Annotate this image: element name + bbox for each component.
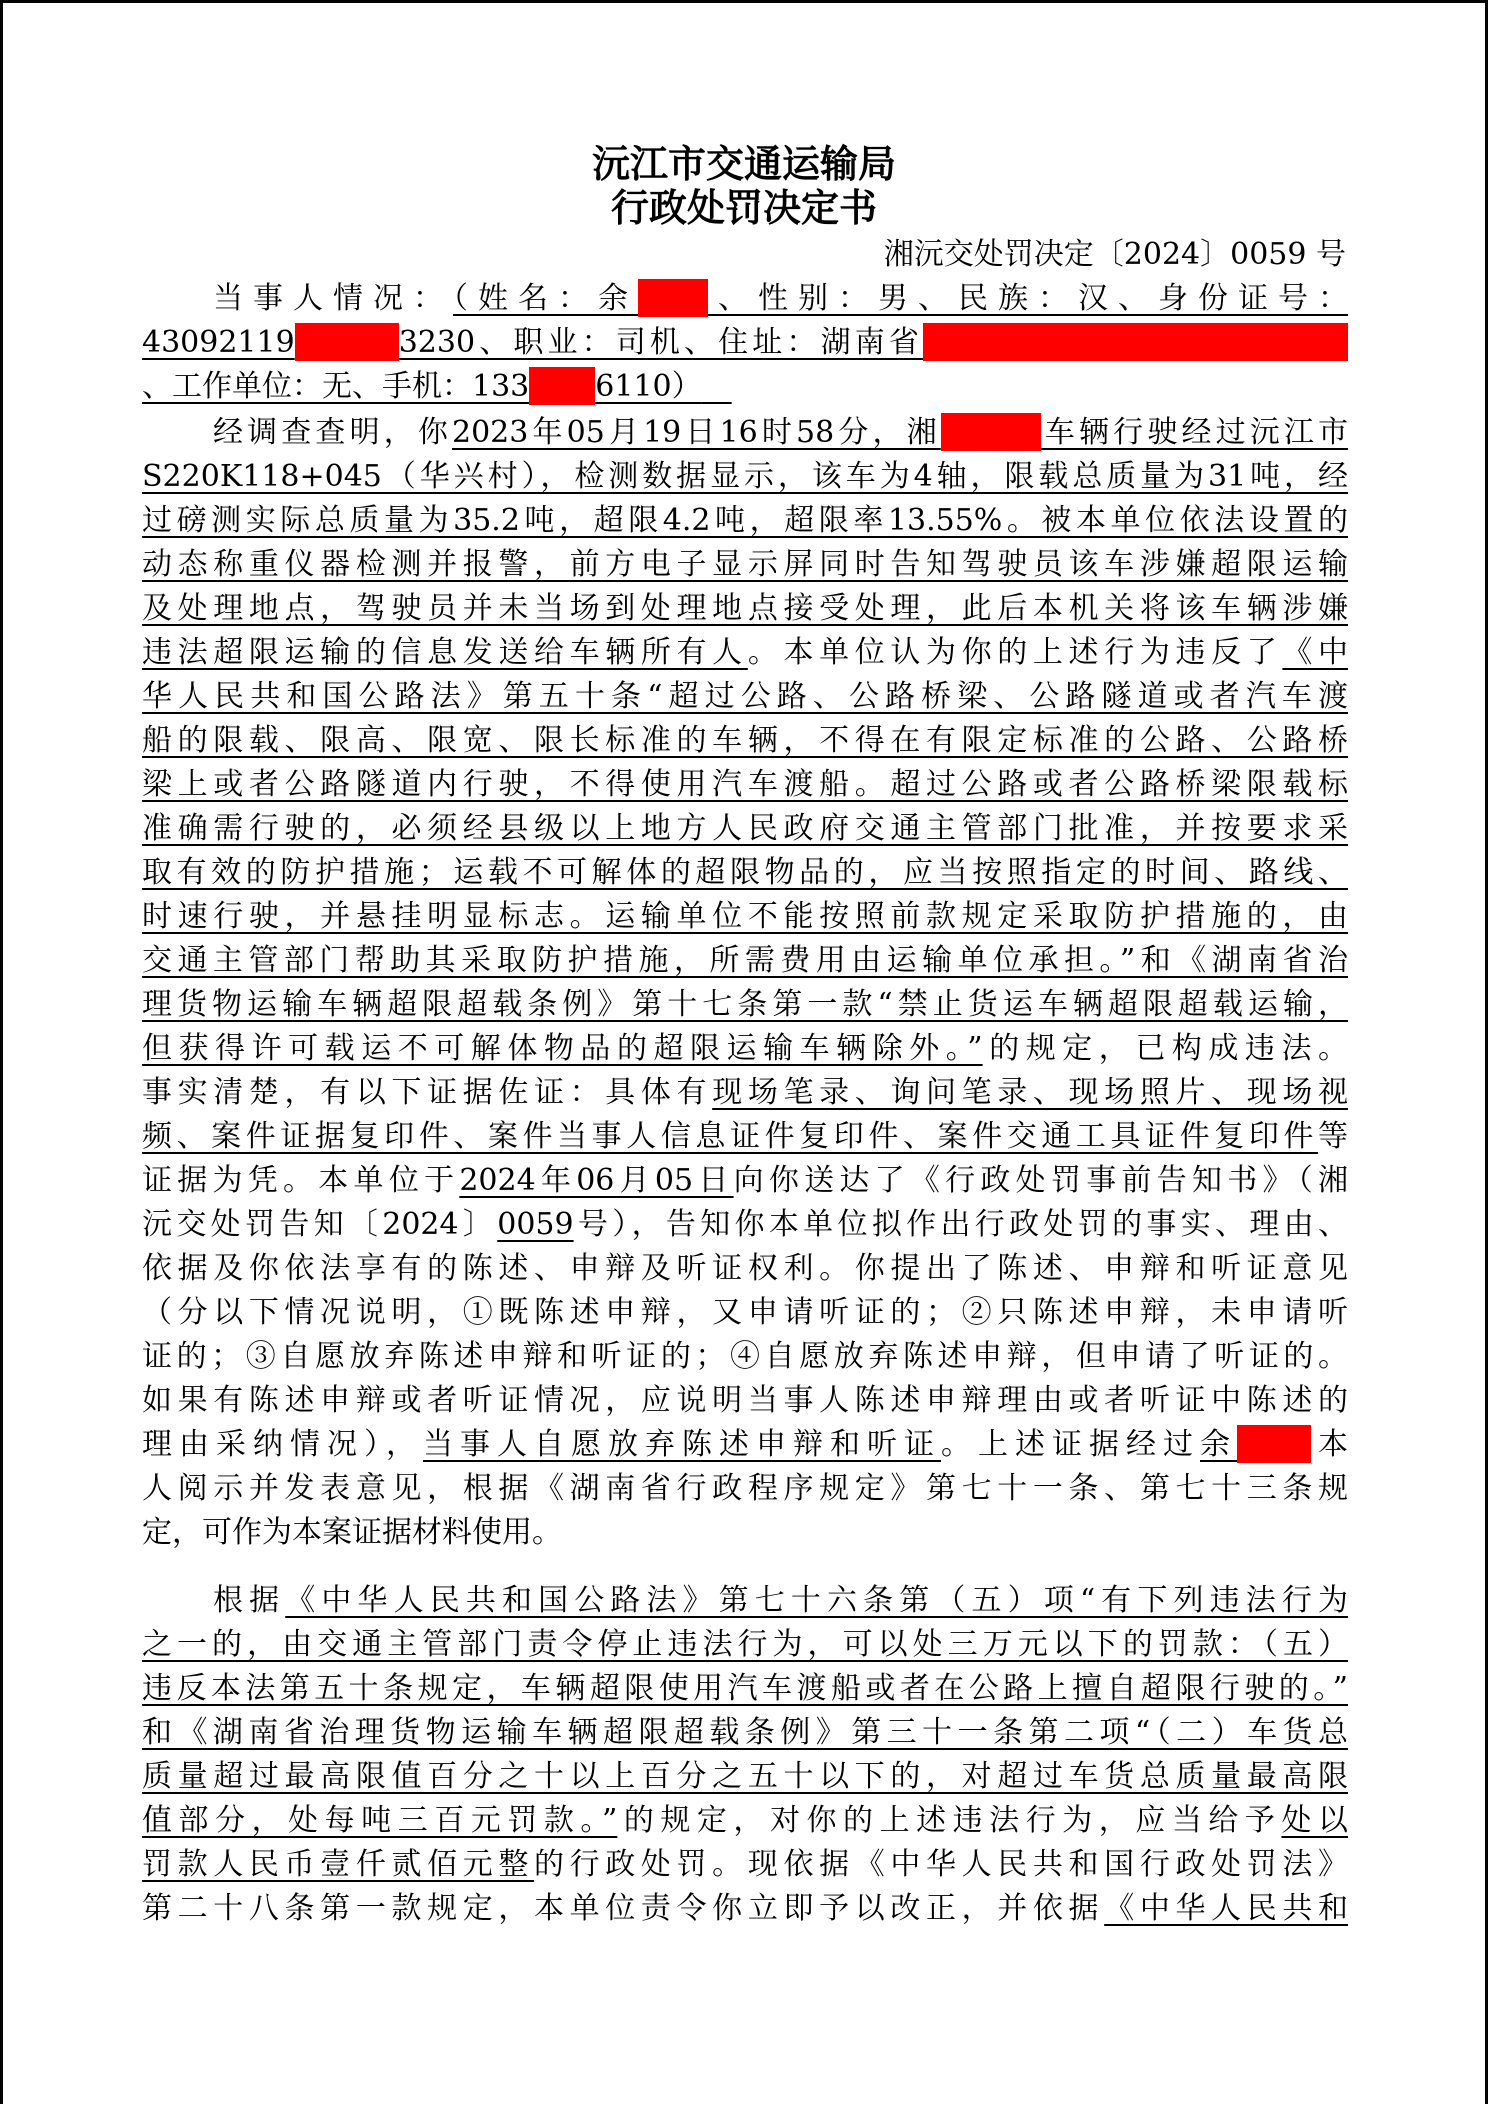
redaction-box (529, 367, 595, 405)
body-line: 违反本法第五十条规定，车辆超限使用汽车渡船或者在公路上擅自超限行驶的。” (142, 1671, 1348, 1706)
body-line: 定，可作为本案证据材料使用。 (142, 1515, 562, 1550)
body-line: 根据《中华人民共和国公路法》第七十六条第（五）项“有下列违法行为 (213, 1583, 1349, 1618)
agency-title: 沅江市交通运输局 (591, 142, 896, 186)
page-border-left (0, 0, 3, 2104)
body-line: 依据及你依法享有的陈述、申辩及听证权利。你提出了陈述、申辩和听证意见 (142, 1251, 1348, 1286)
body-line: 频、案件证据复印件、案件当事人信息证件复印件、案件交通工具证件复印件等 (142, 1119, 1348, 1154)
body-line: 理货物运输车辆超限超载条例》第十七条第一款“禁止货运车辆超限超载运输， (142, 987, 1348, 1022)
party-info-line-2: 43092119 3230、职业：司机、住址：湖南省 (142, 322, 1348, 364)
body-line: 经调查查明，你2023年05月19日16时58分，湘 车辆行驶经过沅江市 (213, 415, 1349, 450)
body-line: 华人民共和国公路法》第五十条“超过公路、公路桥梁、公路隧道或者汽车渡 (142, 679, 1348, 714)
body-line: 证的；③自愿放弃陈述申辩和听证的；④自愿放弃陈述申辩，但申请了听证的。 (142, 1339, 1348, 1374)
body-line: 罚款人民币壹仟贰佰元整的行政处罚。现依据《中华人民共和国行政处罚法》 (142, 1847, 1348, 1882)
party-info-line-3: 、工作单位：无、手机：133 6110） (142, 369, 702, 404)
body-line: 违法超限运输的信息发送给车辆所有人。本单位认为你的上述行为违反了《中 (142, 635, 1349, 670)
body-line: （分以下情况说明，①既陈述申辩，又申请听证的；②只陈述申辩，未申请听 (142, 1295, 1348, 1330)
page-border-top (0, 0, 1488, 3)
redaction-box (638, 279, 708, 317)
redaction-box (295, 323, 399, 361)
body-line: S220K118+045（华兴村），检测数据显示，该车为4轴，限载总质量为31吨，经 (142, 459, 1348, 494)
redaction-box (1237, 1425, 1311, 1463)
redaction-box (923, 323, 1348, 361)
body-line: 梁上或者公路隧道内行驶，不得使用汽车渡船。超过公路或者公路桥梁限载标 (142, 767, 1348, 802)
body-line: 动态称重仪器检测并报警，前方电子显示屏同时告知驾驶员该车涉嫌超限运输 (142, 547, 1348, 582)
body-line: 交通主管部门帮助其采取防护措施，所需费用由运输单位承担。”和《湖南省治 (142, 943, 1348, 978)
body-line: 质量超过最高限值百分之十以上百分之五十以下的，对超过车货总质量最高限 (142, 1759, 1348, 1794)
body-line: 时速行驶，并悬挂明显标志。运输单位不能按照前款规定采取防护措施的，由 (142, 899, 1348, 934)
redaction-box (941, 413, 1041, 451)
body-line: 及处理地点，驾驶员并未当场到处理地点接受处理，此后本机关将该车辆涉嫌 (142, 591, 1348, 626)
body-line: 证据为凭。本单位于2024年06月05日向你送达了《行政处罚事前告知书》（湘 (142, 1163, 1349, 1198)
body-line: 船的限载、限高、限宽、限长标准的车辆，不得在有限定标准的公路、公路桥 (142, 723, 1348, 758)
body-line: 人阅示并发表意见，根据《湖南省行政程序规定》第七十一条、第七十三条规 (142, 1471, 1348, 1506)
body-line: 但获得许可载运不可解体物品的超限运输车辆除外。”的规定，已构成违法。 (142, 1031, 1349, 1066)
party-info-line-1: 当事人情况：（姓名：余 、性别：男、民族：汉、身份证号： (213, 281, 1348, 316)
body-line: 值部分，处每吨三百元罚款。”的规定，对你的上述违法行为，应当给予处以 (142, 1803, 1349, 1838)
body-line: 过磅测实际总质量为35.2吨，超限4.2吨，超限率13.55%。被本单位依法设置的 (142, 503, 1348, 538)
body-line: 之一的，由交通主管部门责令停止违法行为，可以处三万元以下的罚款：（五） (142, 1627, 1348, 1662)
body-line: 和《湖南省治理货物运输车辆超限超载条例》第三十一条第二项“（二）车货总 (142, 1715, 1348, 1750)
body-line: 理由采纳情况），当事人自愿放弃陈述申辩和听证。上述证据经过余 本 (142, 1427, 1348, 1462)
body-line: 取有效的防护措施；运载不可解体的超限物品的，应当按照指定的时间、路线、 (142, 855, 1348, 890)
document-type-title: 行政处罚决定书 (610, 186, 877, 230)
body-line: 事实清楚，有以下证据佐证：具体有现场笔录、询问笔录、现场照片、现场视 (142, 1075, 1349, 1110)
document-number: 湘沅交处罚决定〔2024〕0059 号 (883, 237, 1346, 272)
body-line: 沅交处罚告知〔2024〕0059号），告知你本单位拟作出行政处罚的事实、理由、 (142, 1207, 1348, 1242)
body-line: 第二十八条第一款规定，本单位责令你立即予以改正，并依据《中华人民共和 (142, 1891, 1349, 1926)
body-line: 准确需行驶的，必须经县级以上地方人民政府交通主管部门批准，并按要求采 (142, 811, 1348, 846)
body-line: 如果有陈述申辩或者听证情况，应说明当事人陈述申辩理由或者听证中陈述的 (142, 1383, 1348, 1418)
